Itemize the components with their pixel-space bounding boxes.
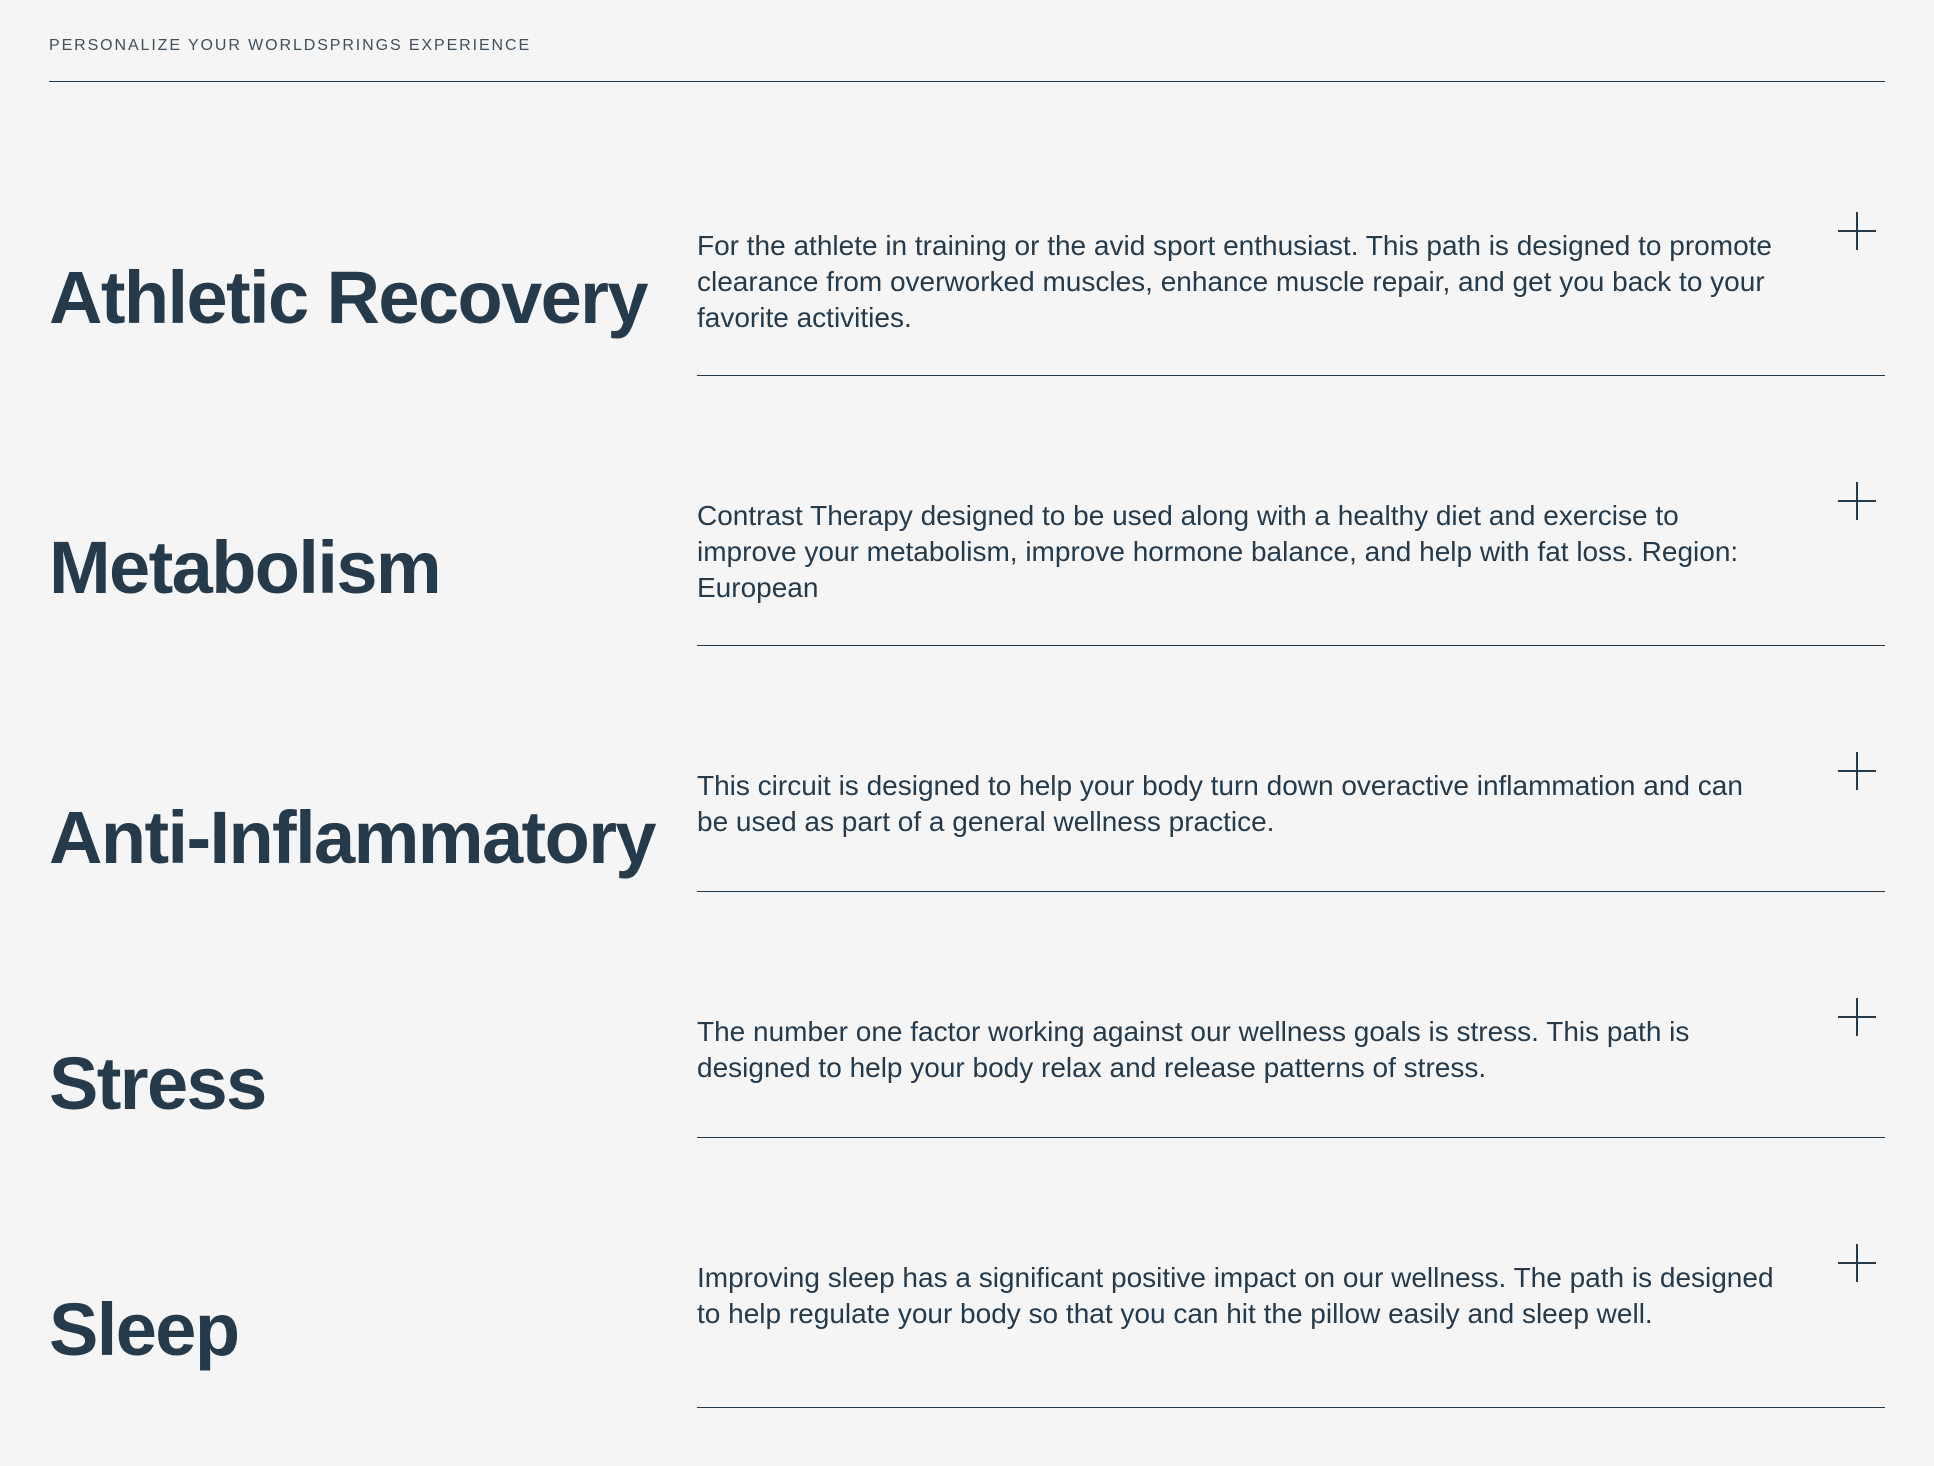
plus-icon[interactable] [1838,1244,1876,1282]
path-title: Metabolism [49,526,441,610]
path-title: Stress [49,1042,266,1126]
path-row-stress[interactable] [49,892,1885,1138]
plus-icon[interactable] [1838,212,1876,250]
plus-icon[interactable] [1838,998,1876,1036]
path-description: Contrast Therapy designed to be used along with a healthy diet and exercise to improve your metabolism, improve hormone balance, and help with fat loss. Region: European [697,500,1739,603]
path-row-anti-inflammatory[interactable] [49,646,1885,892]
path-description: The number one factor working against our wellness goals is stress. This path is designed to help your body relax and release patterns of stress. [697,1016,1690,1083]
path-description: This circuit is designed to help your body turn down overactive inflammation and can be used as part of a general wellness practice. [697,770,1743,837]
path-description: Improving sleep has a significant positive impact on our wellness. The path is designed to help regulate your body so that you can hit the pillow easily and sleep well. [697,1262,1774,1329]
page-eyebrow: PERSONALIZE YOUR WORLDSPRINGS EXPERIENCE [49,37,532,54]
path-description: For the athlete in training or the avid sport enthusiast. This path is designed to promote clearance from overworked muscles, enhance muscle repair, and get you back to your favorite activities. [697,230,1772,333]
page-header [49,0,1885,82]
row-divider [697,1407,1885,1408]
path-title: Athletic Recovery [49,256,647,340]
plus-icon[interactable] [1838,482,1876,520]
path-row-athletic-recovery[interactable] [49,106,1885,376]
wellness-path-list [49,106,1885,1408]
path-row-sleep[interactable] [49,1138,1885,1408]
plus-icon[interactable] [1838,752,1876,790]
path-title: Sleep [49,1288,239,1372]
path-row-metabolism[interactable] [49,376,1885,646]
path-title: Anti-Inflammatory [49,796,655,880]
